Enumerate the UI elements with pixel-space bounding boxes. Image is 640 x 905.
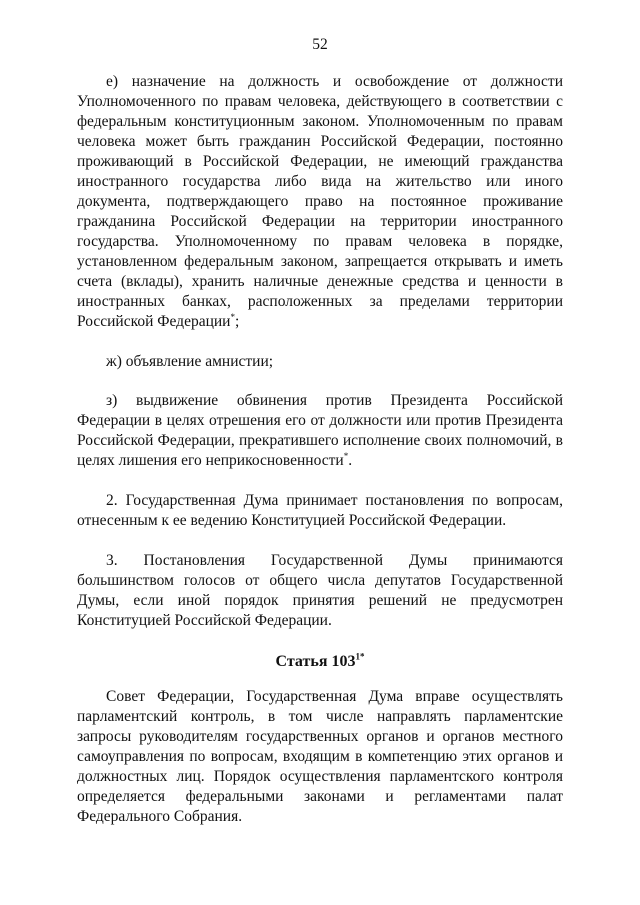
paragraph-item-e-text: е) назначение на должность и освобождение от должности Уполномоченного по правам человека, действующего в соответствии с федеральным конституционным законом. Уполномоченным по правам человека может быть гражданин Российской Федерации, постоянно проживающий в Российской Федерации, не имеющий гражданства иностранного государства либо вида на жительство или иного документа, подтверждающего право на постоянное проживание гражданина Российской Федерации на территории иностранного государства. Уполномоченному по правам человека в порядке, установленном федеральным законом, запрещается открывать и иметь счета (вклады), хранить наличные денежные средства и ценности в иностранных банках, расположенных за пределами территории Российской Федерации [77,73,563,330]
article-paragraph: Совет Федерации, Государственная Дума вправе осуществлять парламентский контроль, в том числе направлять парламентские запросы руководителям государственных органов и органов местного самоуправления по вопросам, входящим в компетенцию этих органов и должностных лиц. Порядок осуществления парламентского контроля определяется федеральными законами и регламентами палат Федерального Собрания. [77,688,563,825]
paragraph-item-z-end: . [348,452,353,469]
article-title: Статья 103 [275,653,356,670]
paragraph-item-z-text: з) выдвижение обвинения против Президента Российской Федерации в целях отрешения его от должности или против Президента Российской Федерации, прекратившего исполнение своих полномочий, в целях лишения его неприкосновенности [77,392,563,469]
footnote-mark: * [230,311,235,322]
paragraph-item-e-end: ; [234,313,240,330]
footnote-mark: * [343,450,349,461]
paragraph-item-e [77,72,563,332]
paragraph-item-z [77,391,563,471]
paragraph-3: 3. Постановления Государственной Думы принимаются большинством голосов от общего числа депутатов Государственной Думы, если иной порядок принятия решений не предусмотрен Конституцией Российской Федерации. [77,552,563,629]
article-superscript: 1* [355,651,365,662]
paragraph-item-zh: ж) объявление амнистии; [106,353,274,370]
article-heading [77,651,563,673]
document-body [77,72,563,827]
paragraph-2: 2. Государственная Дума принимает постановления по вопросам, отнесенным к ее ведению Конституцией Российской Федерации. [77,492,563,529]
page-number: 52 [312,36,328,53]
